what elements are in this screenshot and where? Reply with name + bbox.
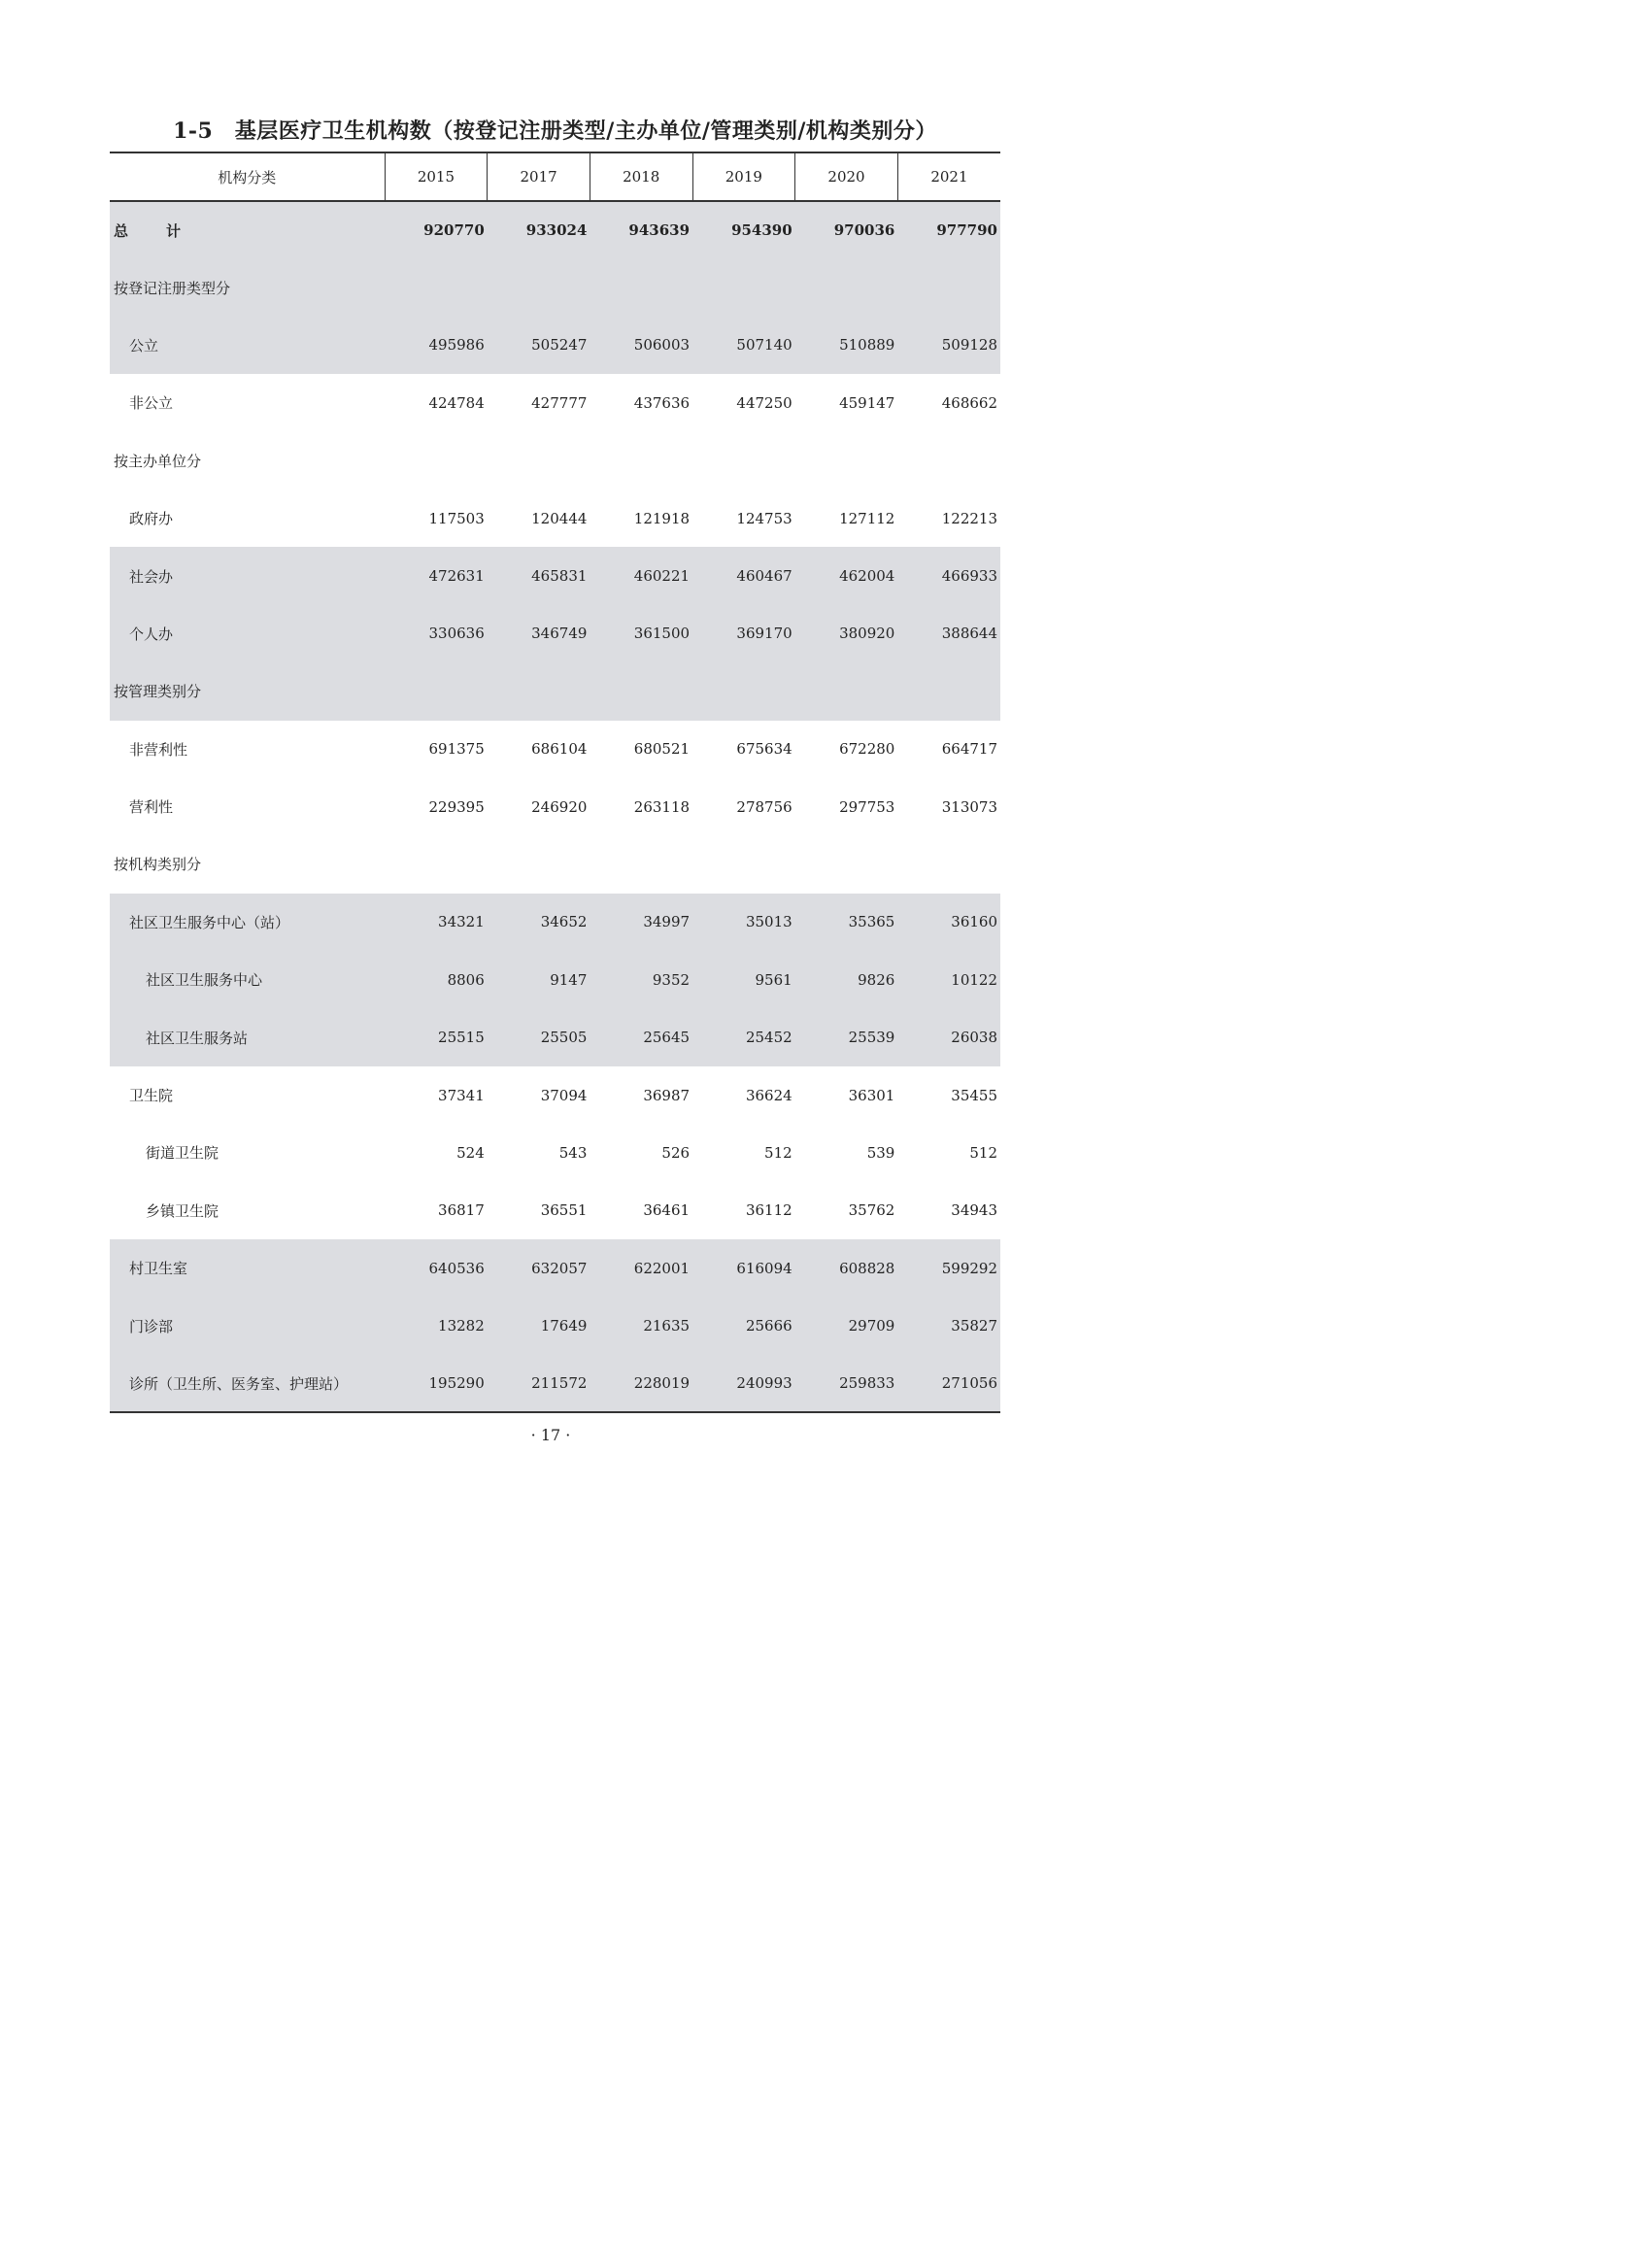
column-header-year: 2019 — [692, 152, 795, 201]
institution-count-table — [110, 152, 1000, 1413]
table-row — [110, 1008, 1000, 1065]
table-body — [110, 201, 1000, 1412]
value-cell — [488, 662, 590, 720]
table-row — [110, 721, 1000, 778]
table-row — [110, 432, 1000, 490]
table-row — [110, 1297, 1000, 1354]
value-cell — [795, 432, 898, 490]
value-cell: 195290 — [385, 1355, 488, 1412]
value-cell: 9561 — [692, 951, 795, 1008]
value-cell: 437636 — [633, 393, 691, 412]
value-cell: 25539 — [795, 1008, 898, 1065]
value-cell — [692, 835, 795, 893]
table-row — [110, 778, 1000, 835]
page-number: · 17 · — [530, 1426, 571, 1444]
value-cell: 954390 — [692, 201, 795, 258]
value-cell: 460467 — [692, 547, 795, 604]
value-cell: 271056 — [897, 1355, 1000, 1412]
value-cell: 539 — [866, 1143, 895, 1162]
value-cell: 229395 — [428, 797, 485, 816]
row-label: 非公立 — [129, 394, 174, 413]
value-cell: 512 — [764, 1143, 792, 1162]
value-cell — [590, 662, 692, 720]
value-cell: 36817 — [438, 1201, 485, 1220]
value-cell: 380920 — [795, 605, 898, 662]
row-label: 社区卫生服务中心 — [110, 951, 385, 1008]
table-row — [110, 894, 1000, 951]
row-label: 社会办 — [110, 547, 385, 604]
value-cell — [795, 835, 898, 893]
row-label: 非营利性 — [129, 740, 188, 759]
row-label: 按登记注册类型分 — [110, 258, 385, 316]
value-cell: 472631 — [385, 547, 488, 604]
row-label: 按管理类别分 — [110, 662, 385, 720]
row-label: 村卫生室 — [110, 1239, 385, 1297]
value-cell: 526 — [661, 1143, 691, 1162]
value-cell: 297753 — [839, 797, 895, 816]
value-cell: 36987 — [643, 1086, 691, 1104]
table-row — [110, 258, 1000, 316]
value-cell — [795, 662, 898, 720]
value-cell: 17649 — [488, 1297, 590, 1354]
value-cell — [385, 662, 488, 720]
value-cell: 664717 — [941, 740, 997, 759]
value-cell — [590, 432, 692, 490]
value-cell — [385, 258, 488, 316]
column-header-year: 2015 — [385, 152, 488, 201]
table-row — [110, 374, 1000, 431]
page-title: 1-5 基层医疗卫生机构数（按登记注册类型/主办单位/管理类别/机构类别分） — [173, 118, 937, 144]
value-cell: 34997 — [590, 894, 692, 951]
value-cell: 211572 — [488, 1355, 590, 1412]
row-label: 按机构类别分 — [114, 856, 202, 874]
table-row — [110, 605, 1000, 662]
row-label: 按主办单位分 — [114, 452, 202, 470]
row-label: 乡镇卫生院 — [146, 1201, 219, 1220]
value-cell: 21635 — [590, 1297, 692, 1354]
value-cell: 35365 — [795, 894, 898, 951]
value-cell: 36112 — [745, 1201, 792, 1220]
value-cell: 388644 — [897, 605, 1000, 662]
value-cell: 672280 — [839, 740, 895, 759]
row-label: 营利性 — [129, 798, 174, 817]
value-cell: 460221 — [590, 547, 692, 604]
value-cell: 25452 — [692, 1008, 795, 1065]
value-cell: 505247 — [488, 317, 590, 374]
table-row — [110, 951, 1000, 1008]
row-label: 社区卫生服务中心（站） — [110, 894, 385, 951]
value-cell — [897, 432, 1000, 490]
row-label: 总 计 — [110, 201, 385, 258]
value-cell: 26038 — [897, 1008, 1000, 1065]
table-row — [110, 201, 1000, 258]
value-cell: 465831 — [488, 547, 590, 604]
table-row — [110, 547, 1000, 604]
value-cell — [590, 835, 692, 893]
value-cell: 124753 — [736, 509, 792, 527]
value-cell: 228019 — [590, 1355, 692, 1412]
value-cell: 25666 — [692, 1297, 795, 1354]
value-cell: 622001 — [590, 1239, 692, 1297]
column-header-category: 机构分类 — [110, 152, 385, 201]
value-cell: 35455 — [951, 1086, 997, 1104]
value-cell: 686104 — [531, 740, 588, 759]
value-cell — [488, 258, 590, 316]
value-cell: 466933 — [897, 547, 1000, 604]
value-cell — [897, 835, 1000, 893]
value-cell: 616094 — [692, 1239, 795, 1297]
value-cell: 459147 — [839, 393, 895, 412]
column-header-year: 2017 — [488, 152, 590, 201]
value-cell: 9352 — [590, 951, 692, 1008]
table-row — [110, 1066, 1000, 1124]
value-cell: 608828 — [795, 1239, 898, 1297]
value-cell — [488, 835, 590, 893]
row-label: 门诊部 — [110, 1297, 385, 1354]
table-row — [110, 1124, 1000, 1181]
value-cell: 512 — [969, 1143, 997, 1162]
value-cell — [488, 432, 590, 490]
value-cell: 117503 — [428, 509, 485, 527]
value-cell: 36551 — [540, 1201, 588, 1220]
column-header-year: 2018 — [590, 152, 692, 201]
value-cell — [897, 662, 1000, 720]
value-cell: 240993 — [692, 1355, 795, 1412]
value-cell: 495986 — [385, 317, 488, 374]
table-header-row — [110, 152, 1000, 201]
value-cell: 427777 — [531, 393, 588, 412]
value-cell: 25505 — [488, 1008, 590, 1065]
row-label: 街道卫生院 — [146, 1144, 219, 1163]
value-cell: 977790 — [897, 201, 1000, 258]
value-cell: 8806 — [385, 951, 488, 1008]
row-label: 公立 — [110, 317, 385, 374]
value-cell: 632057 — [488, 1239, 590, 1297]
value-cell: 34321 — [385, 894, 488, 951]
value-cell: 35762 — [848, 1201, 895, 1220]
value-cell: 246920 — [531, 797, 588, 816]
value-cell: 36461 — [643, 1201, 691, 1220]
value-cell — [692, 662, 795, 720]
value-cell: 330636 — [385, 605, 488, 662]
value-cell: 259833 — [795, 1355, 898, 1412]
value-cell: 35013 — [692, 894, 795, 951]
value-cell: 447250 — [736, 393, 792, 412]
value-cell: 278756 — [736, 797, 792, 816]
row-label: 政府办 — [129, 510, 174, 528]
row-label: 个人办 — [110, 605, 385, 662]
value-cell: 599292 — [897, 1239, 1000, 1297]
value-cell: 509128 — [897, 317, 1000, 374]
value-cell: 313073 — [941, 797, 997, 816]
value-cell: 37094 — [540, 1086, 588, 1104]
value-cell: 933024 — [488, 201, 590, 258]
table-row — [110, 1182, 1000, 1239]
value-cell: 25645 — [590, 1008, 692, 1065]
value-cell — [795, 258, 898, 316]
value-cell: 920770 — [385, 201, 488, 258]
row-label: 诊所（卫生所、医务室、护理站） — [110, 1355, 385, 1412]
value-cell: 121918 — [633, 509, 691, 527]
table-row — [110, 490, 1000, 547]
value-cell: 37341 — [438, 1086, 485, 1104]
value-cell — [385, 835, 488, 893]
value-cell: 675634 — [736, 740, 792, 759]
value-cell: 13282 — [385, 1297, 488, 1354]
value-cell — [590, 258, 692, 316]
value-cell: 263118 — [633, 797, 691, 816]
value-cell: 34943 — [951, 1201, 997, 1220]
value-cell: 369170 — [692, 605, 795, 662]
value-cell: 510889 — [795, 317, 898, 374]
value-cell: 506003 — [590, 317, 692, 374]
value-cell: 36301 — [848, 1086, 895, 1104]
value-cell: 10122 — [897, 951, 1000, 1008]
value-cell: 970036 — [795, 201, 898, 258]
value-cell: 120444 — [531, 509, 588, 527]
value-cell: 9147 — [488, 951, 590, 1008]
value-cell — [692, 258, 795, 316]
value-cell: 36624 — [745, 1086, 792, 1104]
value-cell: 462004 — [795, 547, 898, 604]
table-row — [110, 835, 1000, 893]
value-cell: 9826 — [795, 951, 898, 1008]
table-row — [110, 662, 1000, 720]
value-cell: 640536 — [385, 1239, 488, 1297]
value-cell — [385, 432, 488, 490]
value-cell: 25515 — [385, 1008, 488, 1065]
value-cell — [692, 432, 795, 490]
value-cell: 127112 — [839, 509, 895, 527]
value-cell: 691375 — [428, 740, 485, 759]
value-cell: 34652 — [488, 894, 590, 951]
table-row — [110, 1239, 1000, 1297]
value-cell: 361500 — [590, 605, 692, 662]
value-cell: 943639 — [590, 201, 692, 258]
value-cell: 543 — [558, 1143, 588, 1162]
value-cell: 468662 — [941, 393, 997, 412]
column-header-year: 2020 — [795, 152, 898, 201]
value-cell: 36160 — [897, 894, 1000, 951]
value-cell: 507140 — [692, 317, 795, 374]
value-cell — [897, 258, 1000, 316]
value-cell: 29709 — [795, 1297, 898, 1354]
row-label: 卫生院 — [129, 1087, 174, 1105]
table-row — [110, 317, 1000, 374]
row-label: 社区卫生服务站 — [110, 1008, 385, 1065]
value-cell: 524 — [456, 1143, 485, 1162]
value-cell: 680521 — [633, 740, 691, 759]
value-cell: 122213 — [941, 509, 997, 527]
column-header-year: 2021 — [897, 152, 1000, 201]
value-cell: 35827 — [897, 1297, 1000, 1354]
table-row — [110, 1355, 1000, 1412]
value-cell: 346749 — [488, 605, 590, 662]
value-cell: 424784 — [428, 393, 485, 412]
